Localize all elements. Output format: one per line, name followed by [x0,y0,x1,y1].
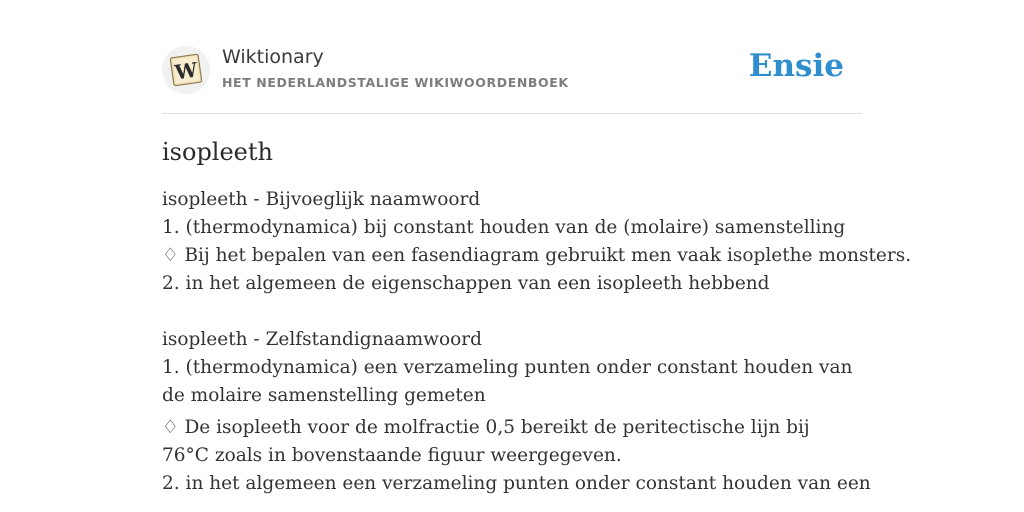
entry-noun [162,326,871,498]
definition-line: 1. (thermodynamica) bij constant houden van de (molaire) samenstelling [162,217,846,238]
wiktionary-logo-icon[interactable] [162,46,210,94]
definition-line: 2. in het algemeen een verzameling punten onder constant houden van een [162,473,871,494]
site-title[interactable]: Wiktionary [222,46,324,68]
example-line: ♢ De isopleeth voor de molfractie 0,5 bereikt de peritectische lijn bij 76°C zoals in bovenstaande figuur weergegeven. [162,417,810,466]
example-line: ♢ Bij het bepalen van een fasendiagram gebruikt men vaak isoplethe monsters. [162,245,912,266]
page-title: isopleeth [162,138,273,166]
definition-line: 2. in het algemeen de eigenschappen van een isopleeth hebbend [162,273,770,294]
logo-letter: W [173,57,199,85]
entry-heading: isopleeth - Zelfstandignaamwoord [162,329,482,350]
site-subtitle: HET NEDERLANDSTALIGE WIKIWOORDENBOEK [222,75,569,90]
entry-adjective [162,186,912,298]
entry-heading: isopleeth - Bijvoeglijk naamwoord [162,189,481,210]
definition-line: 1. (thermodynamica) een verzameling punten onder constant houden van de molaire samenstelling gemeten [162,357,853,406]
main-content [162,134,912,512]
ensie-brand-link[interactable]: Ensie [748,48,844,84]
site-header [162,44,862,114]
